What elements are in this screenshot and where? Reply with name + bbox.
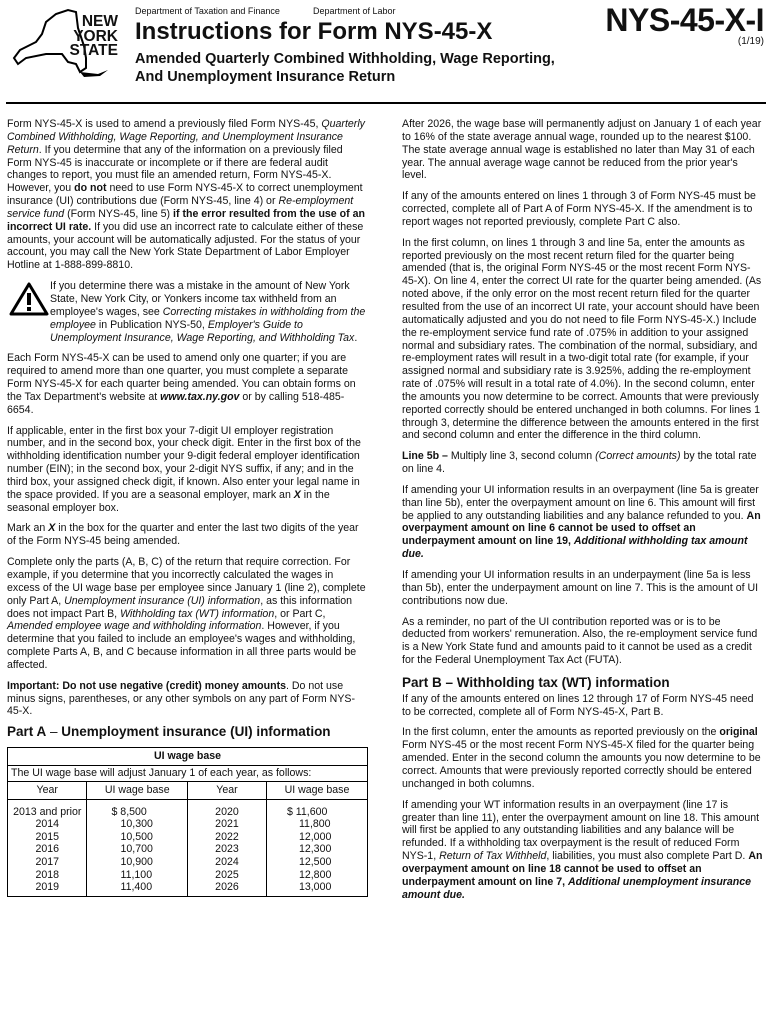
column-header: Year — [8, 782, 87, 799]
header-divider — [6, 102, 766, 104]
part-b-columns-paragraph: In the first column, enter the amounts as reported previously on the original Form NYS-45 or the most recent Form NYS-45-X filed for the quarter being amended. Enter in the second column the amounts you now determine to be correct. Amounts that were previously reported correctly should be entered unchanged in both columns. — [402, 726, 761, 790]
wage-base-adjust-paragraph: After 2026, the wage base will permanently adjust on January 1 of each year to 16% of the state average annual wage, rounded up to the nearest $100. The state average annual wage is established no later than May 31 of each year. The annual average wage cannot be reduced from the prior year's level. — [402, 118, 762, 182]
dept-tax-label: Department of Taxation and Finance — [135, 6, 280, 16]
warning-triangle-icon — [9, 282, 49, 316]
wage-base-col-2: $ 11,600 11,800 12,000 12,300 12,500 12,800 13,000 — [266, 799, 367, 896]
dept-labor-label: Department of Labor — [313, 6, 396, 16]
amend-quarter-paragraph: Each Form NYS-45-X can be used to amend only one quarter; if you are required to amend more than one quarter, you must complete a separate Form NYS-45-X for each quarter being amended. You can obtain forms on the Tax Department's website at www.tax.ny.gov or by calling 518-485-6654. — [7, 352, 356, 416]
table-note: The UI wage base will adjust January 1 of each year, as follows: — [8, 766, 367, 782]
column-header: UI wage base — [266, 782, 367, 799]
subtitle-line-2: And Unemployment Insurance Return — [135, 69, 396, 85]
ui-overpayment-paragraph: If amending your UI information results in an overpayment (line 5a is greater than line 5b), enter the overpayment amount on line 6. This amount will first be applied to any outstanding liabilities and any balance refunded to you. An overpayment amount on line 6 cannot be used to offset an underpayment amount on line 19, Additional withholding tax amount due. — [402, 483, 761, 561]
part-a-intro-paragraph: If any of the amounts entered on lines 1 through 3 of Form NYS-45 must be corrected, complete all of Part A of Form NYS-45-X. If the amendment is to report wages not reported previously, complete Part C also. — [402, 190, 756, 228]
tax-website-link[interactable]: www.tax.ny.gov — [160, 390, 240, 403]
important-paragraph: Important: Do not use negative (credit) money amounts. Do not use minus signs, parentheses, or any other symbols on any part of Form NYS-45-X. — [7, 679, 355, 718]
reminder-paragraph: As a reminder, no part of the UI contribution reported was or is to be deducted from workers' remuneration. Also, the re-employment service fund is a New York State fund and amounts paid to it cannot be used as a credit for the Federal Unemployment Tax Act (FUTA). — [402, 615, 758, 667]
intro-paragraph: Form NYS-45-X is used to amend a previously filed Form NYS-45, Quarterly Combined Withholding, Wage Reporting, and Unemployment Insurance Return. If you determine that any of the information on a previously filed Form NYS-45 is inaccurate or incomplete or if there are federal audit changes to report, you must file an amended return, Form NYS-45-X. However, you do not need to use Form NYS-45-X to correct unemployment insurance (UI) contributions due (Form NYS-45, line 4) or Re-employment service fund (Form NYS-45, line 5) if the error resulted from the use of an incorrect UI rate. If you did use an incorrect rate to calculate either of these amounts, your account will be automatically adjusted. For the status of your account, you may call the New York State Department of Labor Employer Hotline at 1-888-899-8810. — [7, 118, 365, 272]
warning-paragraph: If you determine there was a mistake in the amount of New York State, New York City, or Yonkers income tax withheld from an employee's wages, see Correcting mistakes in withholding from the employee in Publication NYS-50, Employer's Guide to Unemployment Insurance, Wage Reporting, and Withholding Tax. — [7, 280, 368, 344]
logo-text-new: NEW — [81, 13, 118, 30]
left-column — [7, 118, 368, 897]
page-subtitle — [135, 50, 555, 86]
part-a-heading: Part A – Unemployment insurance (UI) information — [7, 724, 331, 740]
line-5b-paragraph: Line 5b – Multiply line 3, second column (Correct amounts) by the total rate on line 4. — [402, 450, 757, 476]
column-header: Year — [187, 782, 266, 799]
page-title: Instructions for Form NYS-45-X — [135, 18, 493, 45]
form-number: NYS-45-X-I — [605, 2, 764, 38]
table-header-row — [8, 782, 367, 799]
part-b-intro-paragraph: If any of the amounts entered on lines 12 through 17 of Form NYS-45 need to be corrected, complete all of Form NYS-45-X, Part B. — [402, 692, 754, 718]
logo-text-york: YORK — [73, 27, 118, 45]
logo-text-state: STATE — [69, 42, 118, 59]
table-caption: UI wage base — [8, 748, 367, 766]
right-column — [402, 118, 764, 909]
quarter-paragraph: Mark an X in the box for the quarter and enter the last two digits of the year of the Form NYS-45 being amended. — [7, 522, 359, 548]
new-york-state-logo — [6, 6, 122, 80]
revision-date: (1/19) — [737, 36, 764, 47]
ui-wage-base-table — [7, 747, 368, 897]
wage-base-col-1: $ 8,500 10,300 10,500 10,700 10,900 11,100 11,400 — [87, 799, 188, 896]
wt-overpayment-paragraph: If amending your WT information results in an overpayment (line 17 is greater than line 11), enter the overpayment amount on line 18. This amount will first be applied to any outstanding liabilities and any balance will be refunded. If a withholding tax overpayment is the result of reduced Form NYS-1, Return of Tax Withheld, liabilities, you must also complete Part D. An overpayment amount on line 18 cannot be used to offset an underpayment amount on line 7, Additional unemployment insurance amount due. — [402, 798, 763, 901]
first-column-paragraph: In the first column, on lines 1 through 3 and line 5a, enter the amounts as reported previously on the most recent return filed for the quarter being amended (that is, the original Form NYS-45 or the most recent Form NYS-45-X). On line 4, enter the correct UI rate for the quarter being amended. (As noted above, if the only error on the most recent return filed for the quarter resulted from the use of an incorrect UI rate, your account should have been automatically adjusted and you do not need to file Form NYS-45-X.) Include the re-employment service fund rate of .075% in addition to your assigned normal and subsidiary rates. The combination of the normal, subsidiary, and re-employment rates will result in a two-digit total rate (for example, if your assigned normal and subsidiary rate is 3.925%, adding the re-employment rate of .075% will result in a total rate of 4.0%). In the second column, enter the amounts you now determine to be correct. Amounts that were previously reported correctly should be entered unchanged in both columns. For lines 1 through 3, determine the difference between the amounts entered in the first and second column and enter the difference in the third column. — [402, 236, 762, 442]
column-header: UI wage base — [87, 782, 188, 799]
subtitle-line-1: Amended Quarterly Combined Withholding, Wage Reporting, — [135, 51, 555, 67]
parts-paragraph: Complete only the parts (A, B, C) of the return that require correction. For example, if you determine that you incorrectly calculated the wages in excess of the UI wage base per employee since January 1 (line 2), complete only Part A, Unemployment insurance (UI) information, as this information does not impact Part B, Withholding tax (WT) information, or Part C, Amended employee wage and withholding information. However, if you determine that you failed to include an employee's wages and withholding, complete Parts A, B, and C because information in all three parts would be affected. — [7, 556, 366, 671]
part-b-heading: Part B – Withholding tax (WT) information — [402, 674, 670, 690]
identification-paragraph: If applicable, enter in the first box your 7-digit UI employer registration number, and in the second box, your check digit. Enter in the first box of the withholding identification number your 9-digit federal employer identification number (EIN); in the second box, your 2-digit NYS suffix, if any; and in the third box, your assigned check digit, if known. Also enter your legal name in the space provided. If you are a seasonal employer, mark an X in the seasonal employer box. — [7, 424, 361, 514]
page-header — [0, 0, 772, 104]
years-col-2: 2020 2021 2022 2023 2024 2025 2026 — [187, 799, 266, 896]
ui-underpayment-paragraph: If amending your UI information results in an underpayment (line 5a is less than 5b), enter the underpayment amount on line 7. This is the amount of UI contributions now due. — [402, 569, 759, 607]
years-col-1: 2013 and prior 2014 2015 2016 2017 2018 2019 — [13, 805, 82, 894]
table-row — [8, 799, 367, 896]
